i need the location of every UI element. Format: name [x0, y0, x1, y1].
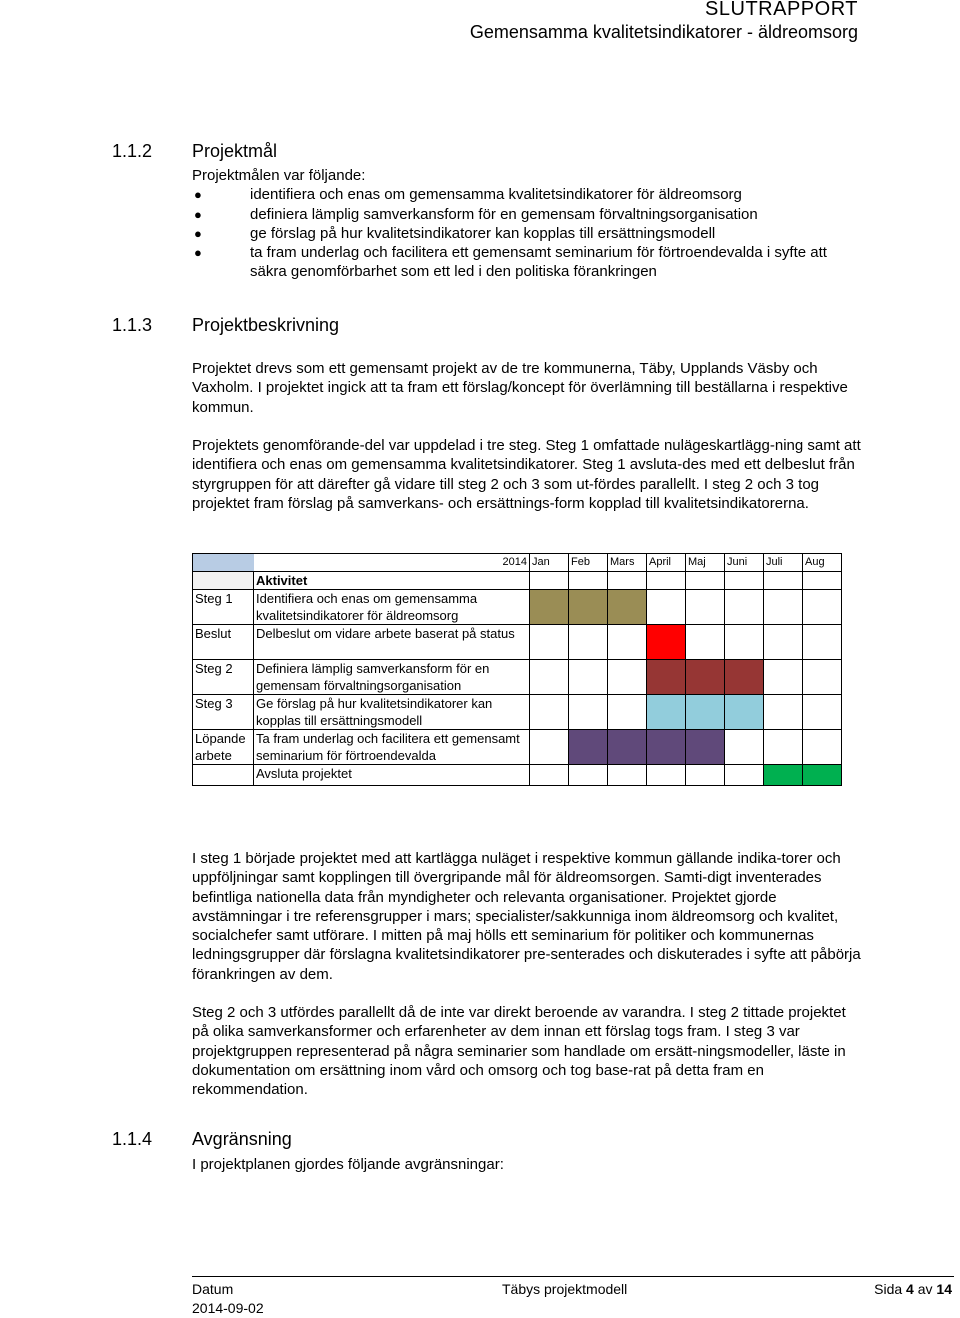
gantt-cell: [530, 660, 569, 695]
gantt-bar-cell: [686, 660, 725, 695]
goals-block: [192, 166, 862, 282]
section-title-projektbeskrivning: Projektbeskrivning: [192, 315, 340, 335]
gantt-month-label: Jan: [530, 554, 569, 572]
gantt-step-blank: [193, 572, 254, 590]
gantt-step-label: Steg 1: [193, 590, 254, 625]
bullet-icon: ●: [194, 206, 202, 222]
gantt-cell: [608, 765, 647, 786]
gantt-bar-cell: [647, 730, 686, 765]
gantt-cell: [608, 695, 647, 730]
gantt-cell: [530, 695, 569, 730]
gantt-row: [193, 590, 842, 625]
gantt-activity-label: Ta fram underlag och facilitera ett gemensamt seminarium för förtroendevalda: [254, 730, 530, 765]
gantt-cell: [803, 625, 842, 660]
goals-intro: Projektmålen var följande:: [192, 167, 366, 184]
gantt-activity-header: Aktivitet: [254, 572, 530, 590]
gantt-cell: [803, 572, 842, 590]
gantt-cell: [764, 625, 803, 660]
gantt-cell: [686, 765, 725, 786]
goal-item: ● definiera lämplig samverkansform för en gemensam förvaltningsorganisation: [194, 205, 758, 223]
gantt-cell: [764, 730, 803, 765]
section-title-avgransning: Avgränsning: [192, 1129, 292, 1149]
gantt-cell: [608, 660, 647, 695]
gantt-month-label: Mars: [608, 554, 647, 572]
section-title-projektmal: Projektmål: [192, 141, 278, 161]
goals-list: [192, 185, 862, 281]
gantt-bar-cell: [608, 590, 647, 625]
gantt-cell: [803, 660, 842, 695]
section-number-114: 1.1.4: [112, 1129, 153, 1149]
gantt-month-label: Juni: [725, 554, 764, 572]
footer-date-label: Datum: [192, 1281, 234, 1297]
report-title: SLUTRAPPORT: [705, 0, 858, 20]
gantt-cell: [803, 730, 842, 765]
gantt-year-label: 2014: [254, 554, 530, 572]
gantt-cell: [647, 765, 686, 786]
gantt-cell: [764, 590, 803, 625]
gantt-cell: [725, 730, 764, 765]
gantt-step-label: Steg 3: [193, 695, 254, 730]
gantt-row: [193, 695, 842, 730]
gantt-bar-cell: [803, 765, 842, 786]
gantt-row: [193, 660, 842, 695]
section-number-113: 1.1.3: [112, 315, 153, 335]
gantt-activity-label: Delbeslut om vidare arbete baserat på status: [254, 625, 530, 660]
bullet-icon: ●: [194, 225, 202, 241]
footer-center: Täbys projektmodell: [502, 1281, 628, 1297]
gantt-month-label: April: [647, 554, 686, 572]
gantt-bar-cell: [530, 590, 569, 625]
gantt-bar-cell: [764, 765, 803, 786]
gantt-cell: [569, 765, 608, 786]
paragraph-4: Steg 2 och 3 utfördes parallellt då de inte var direkt beroende av varandra. I steg 2 tittade projektet på olika samverkansformer och erfarenheter av dem innan ett förslag togs fram. I steg 3 var projektgruppen representerad på några seminarier som handlade om ersätt-ningsmodeller, läste in dokumentation om ersättning inom vård och omsorg och tog base-rat på detta fram en rekommendation.: [192, 1004, 846, 1099]
gantt-step-label: Beslut: [193, 625, 254, 660]
section-number-112: 1.1.2: [112, 141, 153, 161]
gantt-month-header: [193, 554, 842, 572]
gantt-row: [193, 625, 842, 660]
gantt-month-label: Aug: [803, 554, 842, 572]
goal-item: ● identifiera och enas om gemensamma kvalitetsindikatorer för äldreomsorg: [194, 186, 742, 204]
gantt-cell: [686, 590, 725, 625]
gantt-row: [193, 765, 842, 786]
goal-item: ● ge förslag på hur kvalitetsindikatorer kan kopplas till ersättningsmodell: [194, 224, 716, 242]
gantt-cell: [530, 765, 569, 786]
gantt-cell: [764, 572, 803, 590]
gantt-cell: [725, 625, 764, 660]
gantt-activity-label: Definiera lämplig samverkansform för en gemensam förvaltningsorganisation: [254, 660, 530, 695]
gantt-step-label: Löpande arbete: [193, 730, 254, 765]
gantt-cell: [647, 590, 686, 625]
gantt-cell: [569, 695, 608, 730]
goal-item: ● ta fram underlag och facilitera ett gemensamt seminarium för förtroendevalda i syfte att säkra genomförbarhet som ett led i den politiska förankringen: [194, 244, 827, 281]
gantt-bar-cell: [569, 730, 608, 765]
gantt-step-label: Steg 2: [193, 660, 254, 695]
gantt-cell: [530, 572, 569, 590]
gantt-cell: [608, 572, 647, 590]
gantt-bar-cell: [647, 660, 686, 695]
gantt-table: [192, 553, 842, 786]
footer-divider: [192, 1276, 954, 1277]
gantt-cell: [608, 625, 647, 660]
gantt-bar-cell: [608, 730, 647, 765]
gantt-cell: [569, 660, 608, 695]
gantt-activity-label: Avsluta projektet: [254, 765, 530, 786]
bullet-icon: ●: [194, 187, 202, 203]
gantt-cell: [764, 695, 803, 730]
gantt-activity-label: Ge förslag på hur kvalitetsindikatorer kan kopplas till ersättningsmodell: [254, 695, 530, 730]
gantt-cell: [725, 572, 764, 590]
gantt-cell: [686, 572, 725, 590]
paragraph-1: Projektet drevs som ett gemensamt projekt av de tre kommunerna, Täby, Upplands Väsby och Vaxholm. I projektet ingick att ta fram ett förslag/koncept för överlämning till beställarna i respektive kommun.: [192, 360, 848, 416]
gantt-row: [193, 730, 842, 765]
gantt-bar-cell: [647, 625, 686, 660]
gantt-bar-cell: [686, 730, 725, 765]
paragraph-2: Projektets genomförande-del var uppdelad i tre steg. Steg 1 omfattade nulägeskartlägg-ning samt att identifiera och enas om gemensamma kvalitetsindikatorer. Steg 1 avsluta-des med ett delbeslut från styrgruppen för att därefter gå vidare till steg 2 och 3 som ut-fördes parallellt. I steg 2 och 3 tog projektet fram förslag på samverkans- och ersättnings-form kopplad till kvalitetsindikatorerna.: [192, 437, 861, 512]
footer-date: 2014-09-02: [192, 1300, 264, 1316]
gantt-activity-label: Identifiera och enas om gemensamma kvalitetsindikatorer för äldreomsorg: [254, 590, 530, 625]
gantt-cell: [569, 625, 608, 660]
gantt-bar-cell: [725, 660, 764, 695]
gantt-cell: [725, 590, 764, 625]
gantt-month-label: Juli: [764, 554, 803, 572]
gantt-month-label: Feb: [569, 554, 608, 572]
gantt-cell: [803, 590, 842, 625]
gantt-month-label: Maj: [686, 554, 725, 572]
gantt-header-blank: [193, 554, 254, 572]
gantt-bar-cell: [569, 590, 608, 625]
gantt-bar-cell: [725, 695, 764, 730]
gantt-cell: [686, 625, 725, 660]
bullet-icon: ●: [194, 245, 202, 261]
gantt-cell: [530, 730, 569, 765]
gantt-cell: [530, 625, 569, 660]
gantt-cell: [764, 660, 803, 695]
report-subtitle: Gemensamma kvalitetsindikatorer - äldreomsorg: [469, 22, 858, 42]
gantt-step-label: [193, 765, 254, 786]
gantt-cell: [725, 765, 764, 786]
footer-page-number: Sida 4 av 14: [874, 1281, 952, 1297]
gantt-cell: [803, 695, 842, 730]
gantt-bar-cell: [647, 695, 686, 730]
gantt-bar-cell: [686, 695, 725, 730]
gantt-activity-header-row: [193, 572, 842, 590]
gantt-cell: [569, 572, 608, 590]
paragraph-3: I steg 1 började projektet med att kartlägga nuläget i respektive kommun gällande indika-torer och uppföljningar samt kopplingen till övergripande mål för äldreomsorgen. Samti-digt inventerades befintliga nationella data från myndigheter och relevanta organisationer. Projektet gjorde avstämningar i tre referensgrupper i mars; specialister/sakkunniga inom äldreomsorg och kvalitet, socialchefer samt utförare. I mitten på maj hölls ett seminarium för politiker och kommunernas ledningsgrupper där förslagna kvalitetsindikatorer pre-senterades och diskuterades i syfte att påbörja förankringen av dem.: [192, 850, 861, 983]
gantt-cell: [647, 572, 686, 590]
avgransning-intro: I projektplanen gjordes följande avgränsningar:: [192, 1156, 504, 1173]
